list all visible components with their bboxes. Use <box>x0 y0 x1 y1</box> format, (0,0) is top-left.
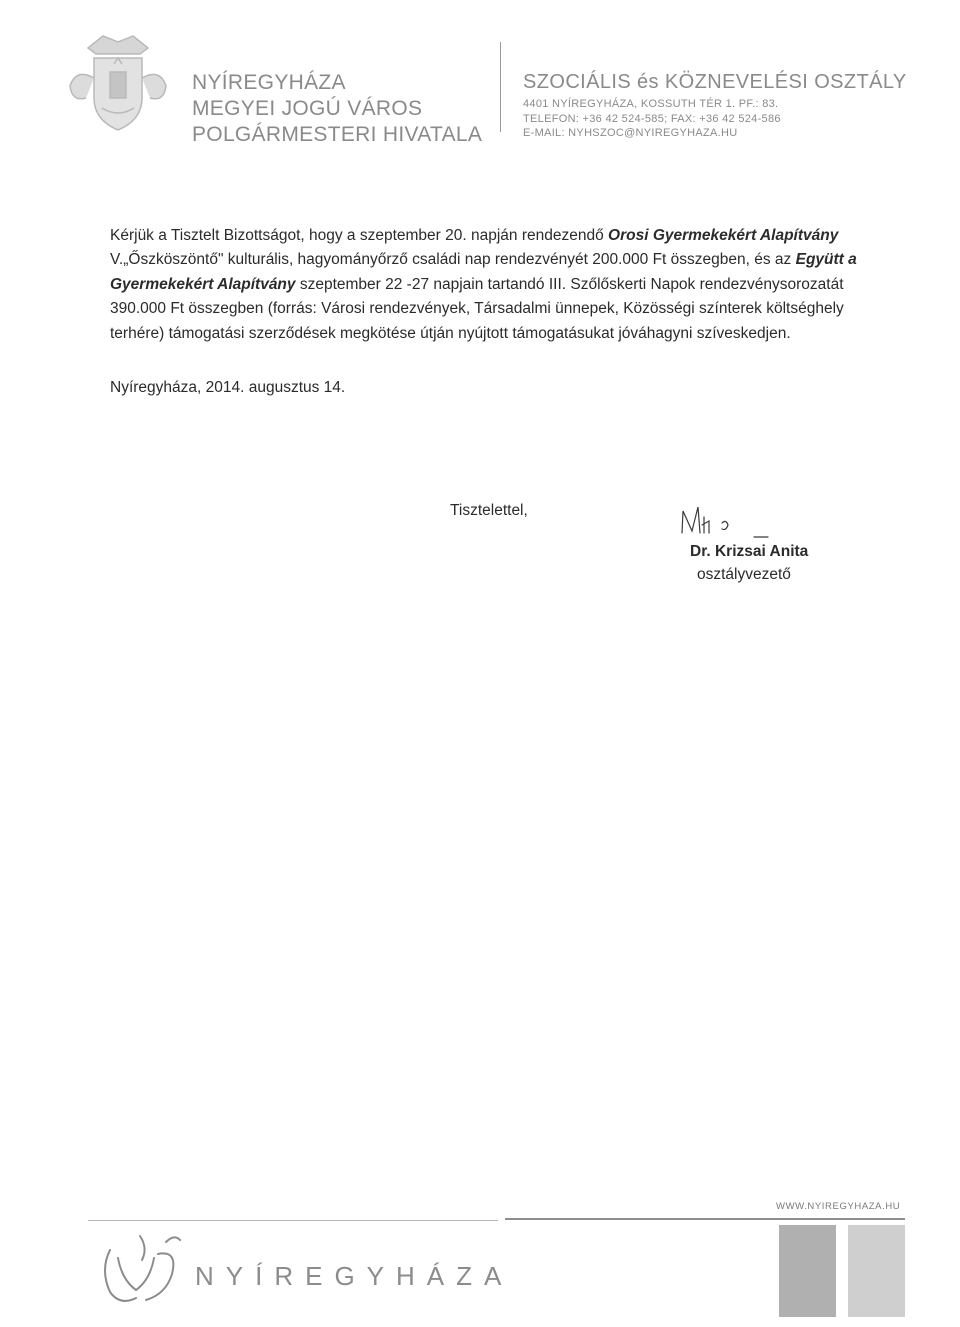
signer-title: osztályvezető <box>697 566 791 583</box>
office-line-3: POLGÁRMESTERI HIVATALA <box>192 123 483 146</box>
signer-name: Dr. Krizsai Anita <box>690 543 809 560</box>
footer-decor-block-dark <box>779 1225 836 1317</box>
body-line-4: 390.000 Ft összegben (forrás: Városi rendezvények, Társadalmi ünnepek, Közösségi színterek költséghely <box>110 300 844 318</box>
place-and-date: Nyíregyháza, 2014. augusztus 14. <box>110 379 346 396</box>
footer-website: WWW.NYIREGYHAZA.HU <box>776 1201 901 1212</box>
department-name: SZOCIÁLIS és KÖZNEVELÉSI OSZTÁLY <box>523 71 907 93</box>
office-name <box>192 70 482 148</box>
office-line-2: MEGYEI JOGÚ VÁROS <box>192 97 423 120</box>
body-text: V.„Őszköszöntő" kulturális, hagyományőrző családi nap rendezvényét 200.000 Ft összegben, és az <box>110 251 796 269</box>
city-logo-icon <box>96 1230 182 1310</box>
body-text: szeptember 22 -27 napjain tartandó III. Szőlőskerti Napok rendezvénysorozatát <box>295 275 844 293</box>
department-email: E-MAIL: NYHSZOC@NYIREGYHAZA.HU <box>523 127 738 139</box>
body-text: Kérjük a Tisztelt Bizottságot, hogy a szeptember 20. napján rendezendő <box>110 227 609 244</box>
foundation-name-egyutt-part2: Gyermekekért Alapítvány <box>110 275 296 293</box>
footer-rule-right <box>505 1218 905 1220</box>
body-line-1 <box>110 224 900 248</box>
department-block <box>523 70 907 141</box>
body-line-2 <box>110 248 900 272</box>
header-divider <box>500 42 501 132</box>
footer-rule-left <box>88 1220 498 1221</box>
handwritten-signature-icon <box>676 497 786 542</box>
footer-decor-block-light <box>848 1225 905 1317</box>
foundation-name-orosi: Orosi Gyermekekért Alapítvány <box>608 227 839 244</box>
city-coat-of-arms-icon <box>58 28 178 140</box>
department-phone-fax: TELEFON: +36 42 524-585; FAX: +36 42 524-586 <box>523 112 781 125</box>
footer-city-name: NYÍREGYHÁZA <box>195 1261 514 1291</box>
department-address: 4401 NYÍREGYHÁZA, KOSSUTH TÉR 1. PF.: 83. <box>523 98 779 110</box>
office-line-1: NYÍREGYHÁZA <box>192 71 346 94</box>
letter-body <box>110 224 900 346</box>
closing-salutation: Tisztelettel, <box>450 502 528 519</box>
body-line-5: terhére) támogatási szerződések megkötése útján nyújtott támogatásukat jóváhagyni szíveskedjen. <box>110 324 791 342</box>
foundation-name-egyutt-part1: Együtt a <box>795 251 857 269</box>
body-line-3 <box>110 273 900 297</box>
